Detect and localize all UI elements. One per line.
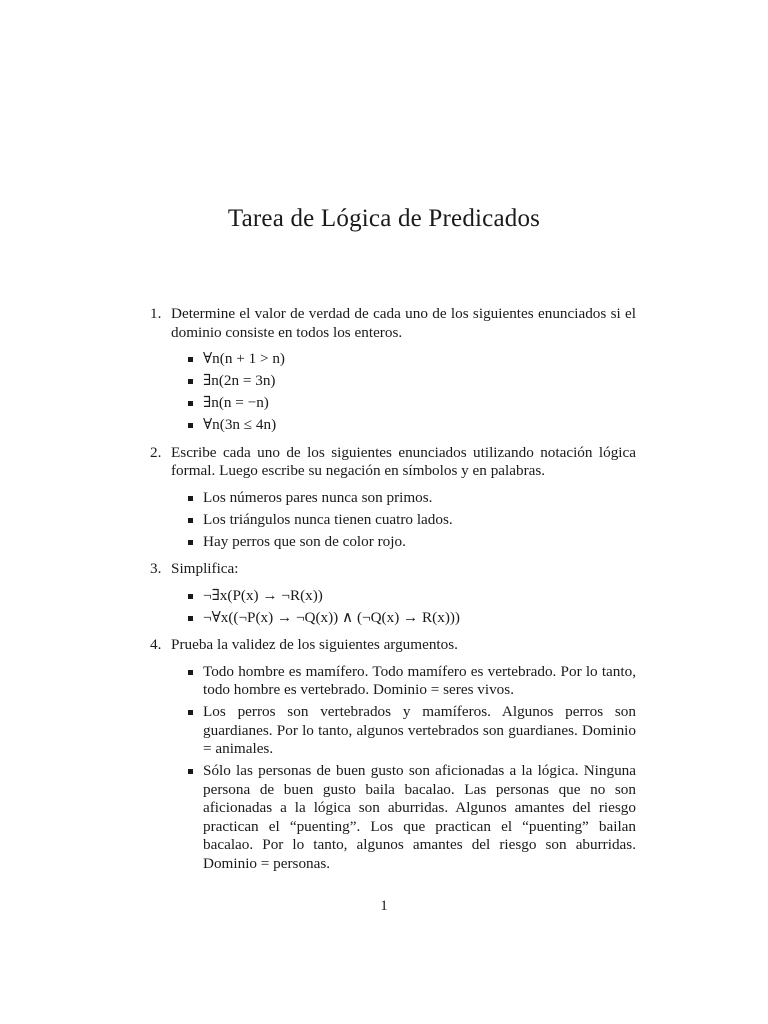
list-item: [203, 609, 636, 628]
problem-3-items: [171, 587, 636, 628]
problem-2: [150, 444, 636, 552]
formula: ¬∀x((¬P(x) → ¬Q(x)) ∧ (¬Q(x) → R(x))): [203, 608, 460, 626]
problem-4: [150, 636, 636, 873]
argument: Todo hombre es mamífero. Todo mamífero es vertebrado. Por lo tanto, todo hombre es vertebrado. Dominio = seres vivos.: [203, 662, 636, 698]
list-item: [203, 372, 636, 391]
problem-4-items: [171, 663, 636, 874]
bullet-square-icon: [188, 401, 193, 406]
list-item: [203, 489, 636, 508]
problem-number: 4.: [150, 636, 162, 653]
bullet-square-icon: [188, 518, 193, 523]
list-item: [203, 703, 636, 759]
list-item: [203, 663, 636, 700]
statement: Hay perros que son de color rojo.: [203, 532, 406, 550]
formula: ∃n(n = −n): [203, 394, 269, 411]
bullet-square-icon: [188, 769, 193, 774]
bullet-square-icon: [188, 423, 193, 428]
problem-number: 2.: [150, 443, 162, 461]
list-item: [203, 587, 636, 606]
statement: Los triángulos nunca tienen cuatro lados.: [203, 510, 453, 528]
problem-statement: Prueba la validez de los siguientes argumentos.: [171, 636, 458, 653]
statement: Los números pares nunca son primos.: [203, 488, 433, 506]
formula: ∀n(n + 1 > n): [203, 350, 285, 367]
list-item: [203, 511, 636, 530]
list-item: [203, 350, 636, 369]
bullet-square-icon: [188, 540, 193, 545]
problem-1: [150, 305, 636, 435]
problem-3: [150, 560, 636, 627]
problem-statement: Escribe cada uno de los siguientes enunciados utilizando notación lógica formal. Luego escribe su negación en símbolos y en palabras.: [171, 443, 636, 479]
list-item: [203, 762, 636, 873]
bullet-square-icon: [188, 670, 193, 675]
problem-2-items: [171, 489, 636, 552]
list-item: [203, 416, 636, 435]
list-item: [203, 533, 636, 552]
formula: ∀n(3n ≤ 4n): [203, 416, 277, 433]
problem-statement: Simplifica:: [171, 560, 239, 577]
bullet-square-icon: [188, 496, 193, 501]
bullet-square-icon: [188, 357, 193, 362]
problem-1-items: [171, 350, 636, 435]
problem-number: 1.: [150, 305, 162, 322]
problem-statement: Determine el valor de verdad de cada uno de los siguientes enunciados si el dominio consiste en todos los enteros.: [171, 305, 636, 341]
argument: Sólo las personas de buen gusto son aficionadas a la lógica. Ninguna persona de buen gusto baila bacalao. Las personas que no son aficionadas a la lógica son aburridas. Algunos amantes del riesgo practican el “puenting”. Los que practican el “puenting” bailan bacalao. Por lo tanto, algunos amantes del riesgo son aburridas. Dominio = personas.: [203, 762, 636, 872]
argument: Los perros son vertebrados y mamíferos. Algunos perros son guardianes. Por lo tanto, algunos vertebrados son guardianes. Dominio = animales.: [203, 703, 636, 757]
problem-list: [150, 305, 636, 882]
bullet-square-icon: [188, 616, 193, 621]
bullet-square-icon: [188, 379, 193, 384]
page-number: 1: [380, 898, 388, 914]
bullet-square-icon: [188, 594, 193, 599]
list-item: [203, 394, 636, 413]
bullet-square-icon: [188, 710, 193, 715]
formula: ∃n(2n = 3n): [203, 372, 276, 389]
problem-number: 3.: [150, 560, 162, 577]
formula: ¬∃x(P(x) → ¬R(x)): [203, 586, 323, 604]
document-title: Tarea de Lógica de Predicados: [227, 205, 541, 232]
